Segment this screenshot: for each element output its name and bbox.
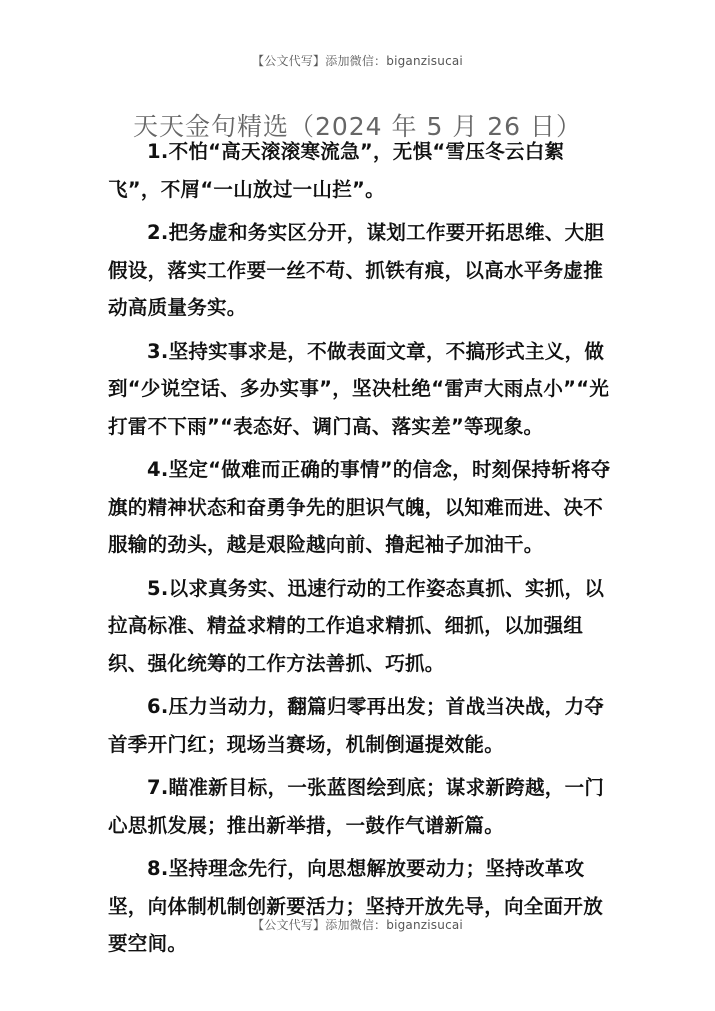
paragraph-6: 6.压力当动力，翻篇归零再出发；首战当决战，力夺首季开门红；现场当赛场，机制倒逼提效能。 <box>108 695 605 756</box>
paragraph-4: 4.坚定“做难而正确的事情”的信念，时刻保持斩将夺旗的精神状态和奋勇争先的胆识气魄，以知难而进、决不服输的劲头，越是艰险越向前、撸起袖子加油干。 <box>108 458 611 556</box>
page-header-watermark: 【公文代写】添加微信：biganzisucai <box>252 54 463 68</box>
paragraph-2: 2.把务虚和务实区分开，谋划工作要开拓思维、大胆假设，落实工作要一丝不苟、抓铁有痕，以高水平务虚推动高质量务实。 <box>108 221 605 319</box>
page-footer-watermark: 【公文代写】添加微信：biganzisucai <box>252 918 463 932</box>
paragraph-3: 3.坚持实事求是，不做表面文章，不搞形式主义，做到“少说空话、多办实事”，坚决杜绝“雷声大雨点小”“光打雷不下雨”“表态好、调门高、落实差”等现象。 <box>108 339 610 438</box>
paragraph-1: 1.不怕“高天滚滚寒流急”，无惧“雪压冬云白絮飞”，不屑“一山放过一山拦”。 <box>108 140 565 201</box>
paragraph-7: 7.瞄准新目标，一张蓝图绘到底；谋求新跨越，一门心思抓发展；推出新举措，一鼓作气谱新篇。 <box>108 776 605 837</box>
page-title: 天天金句精选（2024 年 5 月 26 日） <box>132 111 583 141</box>
paragraph-5: 5.以求真务实、迅速行动的工作姿态真抓、实抓，以拉高标准、精益求精的工作追求精抓、细抓，以加强组织、强化统筹的工作方法善抓、巧抓。 <box>108 576 605 675</box>
paragraph-8: 8.坚持理念先行，向思想解放要动力；坚持改革攻坚，向体制机制创新要活力；坚持开放先导，向全面开放要空间。 <box>108 857 604 955</box>
document-body <box>108 133 615 969</box>
